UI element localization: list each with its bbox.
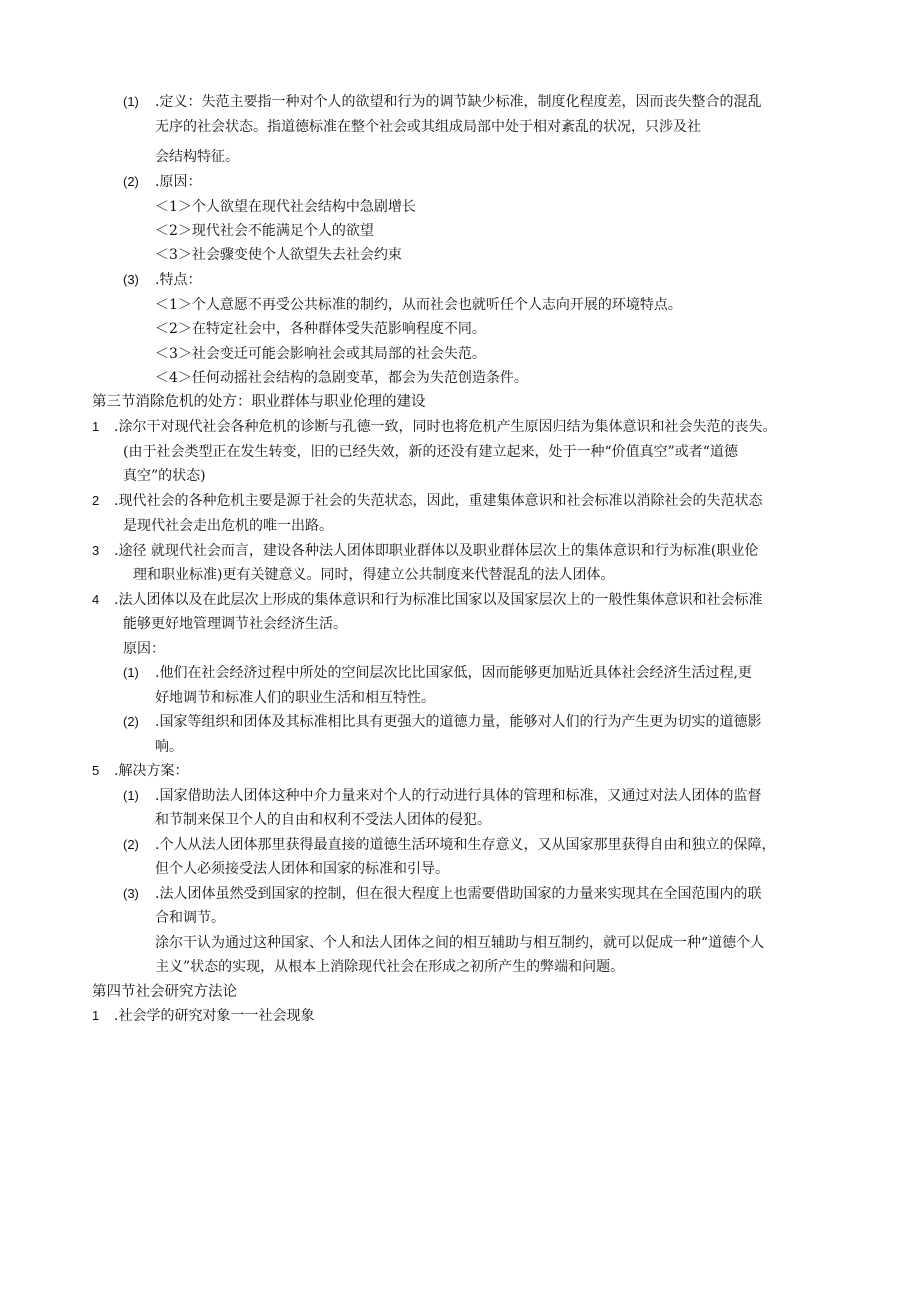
- paragraph-text: .法人团体以及在此层次上形成的集体意识和行为标准比国家以及国家层次上的一般性集体意识和社会标准: [114, 592, 763, 608]
- conclusion-text: 主义”状态的实现，从根本上消除现代社会在形成之初所产生的弊端和问题。: [155, 959, 625, 975]
- paragraph-text: .途径 就现代社会而言，建设各种法人团体即职业群体以及职业群体层次上的集体意识和行为标准(职业伦: [114, 543, 759, 559]
- conclusion-text: 涂尔干认为通过这种国家、个人和法人团体之间的相互辅助与相互制约，就可以促成一种“道德个人: [155, 935, 765, 951]
- section-title: 第四节社会研究方法论: [92, 984, 237, 1000]
- list-marker: (1): [123, 788, 139, 803]
- list-marker: (2): [123, 837, 139, 852]
- feature-item: ＜4＞任何动摇社会结构的急剧变革，都会为失范创造条件。: [155, 370, 528, 386]
- cause-item: ＜1＞个人欲望在现代社会结构中急剧增长: [155, 199, 416, 215]
- definition-text: 无序的社会状态。指道德标准在整个社会或其组成局部中处于相对紊乱的状况，只涉及社: [155, 119, 701, 135]
- list-marker: (2): [123, 174, 139, 189]
- paragraph-text: 理和职业标准)更有关键意义。同时，得建立公共制度来代替混乱的法人团体。: [133, 567, 615, 583]
- list-number: 5: [92, 763, 100, 778]
- feature-item: ＜3＞社会变迁可能会影响社会或其局部的社会失范。: [155, 346, 486, 362]
- definition-text: 会结构特征。: [155, 149, 239, 165]
- list-marker: (2): [123, 714, 139, 729]
- list-marker: (3): [123, 886, 139, 901]
- paragraph-text: .现代社会的各种危机主要是源于社会的失范状态，因此，重建集体意识和社会标准以消除社会的失范状态: [114, 493, 763, 509]
- solution-text: 但个人必须接受法人团体和国家的标准和引导。: [155, 861, 449, 877]
- reason-text: 响。: [155, 739, 183, 755]
- solution-text: 和节制来保卫个人的自由和权利不受法人团体的侵犯。: [155, 812, 491, 828]
- paragraph-text: (由于社会类型正在发生转变，旧的已经失效，新的还没有建立起来，处于一种“价值真空”或者“道德: [123, 444, 738, 460]
- paragraph-text: 是现代社会走出危机的唯一出路。: [123, 518, 333, 534]
- paragraph-text: .社会学的研究对象一一社会现象: [114, 1008, 315, 1024]
- features-heading: .特点：: [155, 272, 202, 288]
- solution-text: .个人从法人团体那里获得最直接的道德生活环境和生存意义，又从国家那里获得自由和独立的保障，: [155, 837, 776, 853]
- feature-item: ＜1＞个人意愿不再受公共标准的制约，从而社会也就听任个人志向开展的环境特点。: [155, 297, 682, 313]
- paragraph-text: .涂尔干对现代社会各种危机的诊断与孔德一致，同时也将危机产生原因归结为集体意识和社会失范的丧失。: [114, 419, 777, 435]
- causes-heading: .原因：: [155, 174, 202, 190]
- list-marker: (3): [123, 272, 139, 287]
- reason-text: .他们在社会经济过程中所处的空间层次比比国家低，因而能够更加贴近具体社会经济生活过程,更: [155, 665, 752, 681]
- list-number: 4: [92, 592, 100, 607]
- paragraph-text: 真空”的状态): [123, 468, 206, 484]
- section-title: 第三节消除危机的处方：职业群体与职业伦理的建设: [92, 394, 426, 410]
- list-marker: (1): [123, 94, 139, 109]
- list-marker: (1): [123, 665, 139, 680]
- solutions-heading: .解决方案：: [114, 763, 189, 779]
- list-number: 1: [92, 419, 100, 434]
- reason-text: .国家等组织和团体及其标准相比具有更强大的道德力量，能够对人们的行为产生更为切实的道德影: [155, 714, 762, 730]
- solution-text: 合和调节。: [155, 910, 225, 926]
- list-number: 2: [92, 493, 100, 508]
- cause-item: ＜2＞现代社会不能满足个人的欲望: [155, 223, 374, 239]
- solution-text: .国家借助法人团体这种中介力量来对个人的行动进行具体的管理和标准，又通过对法人团体的监督: [155, 788, 762, 804]
- feature-item: ＜2＞在特定社会中，各种群体受失范影响程度不同。: [155, 321, 486, 337]
- definition-text: .定义：失范主要指一种对个人的欲望和行为的调节缺少标准，制度化程度差，因而丧失整合的混乱: [155, 94, 762, 110]
- list-number: 1: [92, 1008, 100, 1023]
- paragraph-text: 能够更好地管理调节社会经济生活。: [123, 616, 347, 632]
- reason-text: 好地调节和标准人们的职业生活和相互特性。: [155, 690, 435, 706]
- list-number: 3: [92, 543, 100, 558]
- solution-text: .法人团体虽然受到国家的控制，但在很大程度上也需要借助国家的力量来实现其在全国范围内的联: [155, 886, 762, 902]
- cause-item: ＜3＞社会骤变使个人欲望失去社会约束: [155, 247, 402, 263]
- reason-heading: 原因：: [123, 641, 165, 657]
